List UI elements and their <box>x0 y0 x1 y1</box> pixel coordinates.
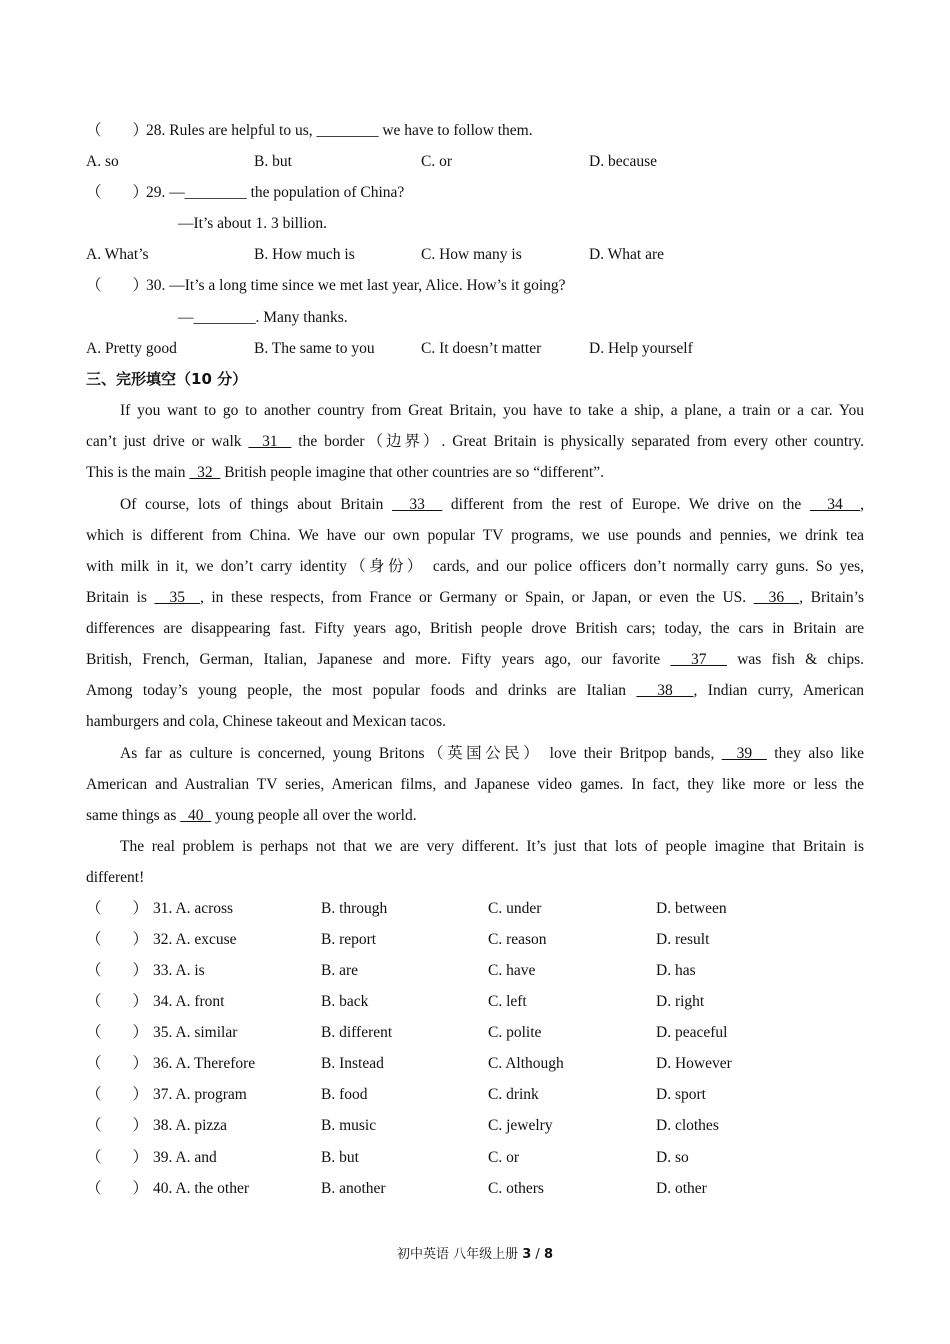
passage-line: which is different from China. We have our own popular TV programs, we use pounds and pennies, we drink tea <box>86 527 864 544</box>
option-b: B. another <box>321 1180 386 1197</box>
blank-32: 32 <box>189 464 221 481</box>
option-a: 32. A. excuse <box>153 931 237 948</box>
option-c: C. have <box>488 962 536 979</box>
passage-line: with milk in it, we don’t carry identity（身份） cards, and our police officers don’t normally carry guns. So yes, <box>86 558 864 575</box>
blank-35: 35 <box>154 589 200 606</box>
option-b: B. music <box>321 1117 377 1134</box>
option-a: 38. A. pizza <box>153 1117 228 1134</box>
option-d: D. right <box>656 993 705 1010</box>
question-30-stem <box>86 270 866 301</box>
passage-line <box>120 738 864 769</box>
option-c: C. others <box>488 1180 544 1197</box>
page-separator: / <box>531 1247 544 1262</box>
answer-paren: （ ） <box>86 122 149 139</box>
option-a: 35. A. similar <box>153 1024 238 1041</box>
passage-line: If you want to go to another country from Great Britain, you have to take a ship, a plane, a train or a car. You <box>120 402 864 419</box>
option-b: B. through <box>321 900 388 917</box>
option-b: B. are <box>321 962 359 979</box>
option-a: 31. A. across <box>153 900 234 917</box>
cloze-option-row <box>86 1017 866 1048</box>
answer-paren: （ ） <box>86 1149 149 1166</box>
text-run: British people imagine that other countries are so “different”. <box>220 464 604 481</box>
text-run: different from the rest of Europe. We drive on the <box>442 496 810 513</box>
option-a: 37. A. program <box>153 1086 247 1103</box>
option-a: 34. A. front <box>153 993 225 1010</box>
question-30-reply: —________. Many thanks. <box>178 309 348 326</box>
option-d: D. What are <box>589 246 665 263</box>
page-footer <box>0 1243 950 1262</box>
passage-line <box>86 457 866 488</box>
option-c: C. polite <box>488 1024 542 1041</box>
option-d: D. sport <box>656 1086 706 1103</box>
option-a: 36. A. Therefore <box>153 1055 256 1072</box>
blank-40: 40 <box>180 807 212 824</box>
option-d: D. clothes <box>656 1117 719 1134</box>
text-run: , Britain’s <box>799 589 864 606</box>
passage-line: differences are disappearing fast. Fifty years ago, British people drove British cars; today, the cars in Britain are <box>86 620 864 637</box>
question-29-reply: —It’s about 1. 3 billion. <box>178 215 327 232</box>
blank-37: 37 <box>670 651 727 668</box>
option-b: B. food <box>321 1086 368 1103</box>
option-a: A. What’s <box>86 246 149 263</box>
question-28-options <box>86 146 866 177</box>
passage-line <box>86 800 866 831</box>
text-run: same things as <box>86 807 181 824</box>
footer-title: 初中英语 八年级上册 <box>396 1247 523 1262</box>
answer-paren: （ ） <box>86 184 149 201</box>
question-30-options <box>86 333 866 364</box>
question-text: 29. —________ the population of China? <box>146 184 405 201</box>
answer-paren: （ ） <box>86 931 149 948</box>
question-29-stem <box>86 177 866 208</box>
option-a: 33. A. is <box>153 962 205 979</box>
option-c: C. under <box>488 900 542 917</box>
answer-paren: （ ） <box>86 1086 149 1103</box>
option-d: D. peaceful <box>656 1024 728 1041</box>
cloze-option-row <box>86 1048 866 1079</box>
cloze-option-row <box>86 955 866 986</box>
option-c: C. drink <box>488 1086 539 1103</box>
text-run: , <box>860 496 865 513</box>
blank-34: 34 <box>809 496 861 513</box>
option-c: C. It doesn’t matter <box>421 340 542 357</box>
option-a: 39. A. and <box>153 1149 217 1166</box>
passage-line <box>120 489 864 520</box>
option-d: D. other <box>656 1180 707 1197</box>
answer-paren: （ ） <box>86 993 149 1010</box>
answer-paren: （ ） <box>86 1055 149 1072</box>
option-c: C. or <box>421 153 452 170</box>
text-run: can’t just drive or walk <box>86 433 249 450</box>
text-run: , in these respects, from France or Germany or Spain, or Japan, or even the US. <box>199 589 754 606</box>
text-run: This is the main <box>86 464 190 481</box>
option-d: D. because <box>589 153 657 170</box>
option-b: B. but <box>321 1149 359 1166</box>
option-c: C. jewelry <box>488 1117 553 1134</box>
option-d: D. However <box>656 1055 732 1072</box>
section-heading: 三、完形填空（10 分） <box>86 370 248 388</box>
option-a: A. Pretty good <box>86 340 177 357</box>
text-run: , Indian curry, American <box>693 682 865 699</box>
option-d: D. so <box>656 1149 689 1166</box>
option-b: B. different <box>321 1024 393 1041</box>
text-run: was fish & chips. <box>726 651 864 668</box>
text-run: the border（边界）. Great Britain is physically separated from every other country. <box>291 433 864 450</box>
option-c: C. reason <box>488 931 547 948</box>
passage-line <box>86 644 864 675</box>
blank-36: 36 <box>753 589 800 606</box>
text-run: young people all over the world. <box>211 807 417 824</box>
option-b: B. but <box>254 153 292 170</box>
option-d: D. between <box>656 900 727 917</box>
cloze-option-row <box>86 924 866 955</box>
passage-line <box>86 426 864 457</box>
page-total: 8 <box>543 1247 553 1262</box>
option-b: B. The same to you <box>254 340 375 357</box>
blank-38: 38 <box>636 682 694 699</box>
passage-line: hamburgers and cola, Chinese takeout and Mexican tacos. <box>86 713 446 730</box>
text-run: Of course, lots of things about Britain <box>120 496 393 513</box>
answer-paren: （ ） <box>86 1024 149 1041</box>
option-a: 40. A. the other <box>153 1180 249 1197</box>
cloze-option-row <box>86 986 866 1017</box>
cloze-option-row <box>86 1173 866 1204</box>
option-d: D. has <box>656 962 696 979</box>
question-29-options <box>86 239 866 270</box>
option-b: B. back <box>321 993 369 1010</box>
option-b: B. How much is <box>254 246 355 263</box>
answer-paren: （ ） <box>86 277 149 294</box>
text-run: As far as culture is concerned, young Britons（英国公民） love their Britpop bands, <box>120 745 722 762</box>
passage-line: The real problem is perhaps not that we are very different. It’s just that lots of people imagine that Britain is <box>120 838 864 855</box>
blank-31: 31 <box>248 433 292 450</box>
cloze-option-row <box>86 1110 866 1141</box>
cloze-option-row <box>86 1142 866 1173</box>
question-text: 30. —It’s a long time since we met last year, Alice. How’s it going? <box>146 277 566 294</box>
question-28-stem <box>86 115 866 146</box>
answer-paren: （ ） <box>86 962 149 979</box>
passage-line <box>86 675 864 706</box>
option-c: C. How many is <box>421 246 522 263</box>
passage-line: American and Australian TV series, American films, and Japanese video games. In fact, they like more or less the <box>86 776 864 793</box>
option-c: C. or <box>488 1149 519 1166</box>
answer-paren: （ ） <box>86 900 149 917</box>
passage-line <box>86 582 864 613</box>
cloze-option-row <box>86 893 866 924</box>
option-b: B. Instead <box>321 1055 384 1072</box>
answer-paren: （ ） <box>86 1117 149 1134</box>
text-run: British, French, German, Italian, Japanese and more. Fifty years ago, our favorite <box>86 651 671 668</box>
cloze-option-row <box>86 1079 866 1110</box>
option-a: A. so <box>86 153 119 170</box>
passage-line: different! <box>86 869 145 886</box>
option-d: D. Help yourself <box>589 340 693 357</box>
option-d: D. result <box>656 931 710 948</box>
option-b: B. report <box>321 931 377 948</box>
text-run: they also like <box>766 745 864 762</box>
text-run: Britain is <box>86 589 155 606</box>
option-c: C. left <box>488 993 527 1010</box>
answer-paren: （ ） <box>86 1180 149 1197</box>
text-run: Among today’s young people, the most popular foods and drinks are Italian <box>86 682 637 699</box>
option-c: C. Although <box>488 1055 564 1072</box>
page-number: 3 <box>522 1247 532 1262</box>
blank-33: 33 <box>392 496 443 513</box>
blank-39: 39 <box>721 745 767 762</box>
question-text: 28. Rules are helpful to us, ________ we have to follow them. <box>146 122 533 139</box>
